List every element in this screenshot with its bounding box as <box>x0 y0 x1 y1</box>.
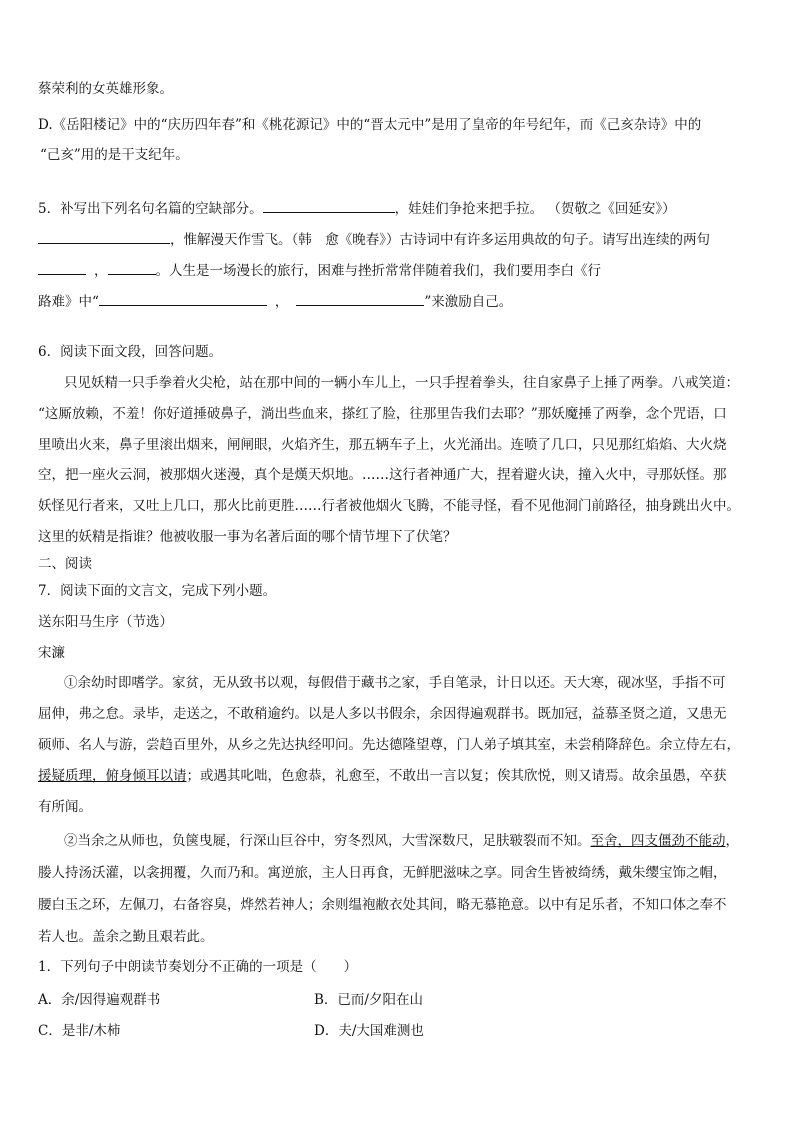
underlined-sentence: 援疑质理，俯身倾耳以请 <box>38 768 187 784</box>
text-segment: 。人生是一场漫长的旅行，困难与挫折常常伴随着我们，我们要用李白《行 <box>155 263 601 279</box>
answer-blank[interactable] <box>108 260 156 275</box>
passage-line: 妖怪见行者来，又吐上几口，那火比前更胜……行者被他烟火飞腾，不能寻怪，看不见他洞门前路径，抽身跳出火中。 <box>38 498 740 514</box>
question-6-prompt: 6．阅读下面文段，回答问题。 <box>38 344 223 360</box>
text-segment: ， <box>94 263 108 279</box>
answer-blank[interactable] <box>38 260 86 275</box>
passage-line: “这厮放赖，不羞！你好道捶破鼻子，淌出些血来，搽红了脸，往那里告我们去耶？”那妖魔捶了两拳，念个咒语，口 <box>38 406 727 422</box>
passage-line <box>64 832 739 850</box>
passage-line: ①余幼时即嗜学。家贫，无从致书以观，每假借于藏书之家，手自笔录，计日以还。天大寒，砚冰坚，手指不可 <box>64 675 726 691</box>
passage-line: 屈伸，弗之怠。录毕，走送之，不敢稍逾约。以是人多以书假余，余因得遍观群书。既加冠，益慕圣贤之道，又患无 <box>38 706 727 722</box>
passage-author: 宋濂 <box>38 645 65 661</box>
question-5-line-3 <box>38 260 601 280</box>
text-segment: ，娃娃们争抢来把手拉。 （贺敬之《回延安》） <box>394 201 676 217</box>
question-5-line-1 <box>38 198 676 218</box>
question-5-prompt: 5．补写出下列名句名篇的空缺部分。 <box>38 201 263 217</box>
answer-blank[interactable] <box>38 229 170 244</box>
text-line: “己亥”用的是干支纪年。 <box>40 147 189 163</box>
passage-line: 媵人持汤沃灌，以衾拥覆，久而乃和。寓逆旅，主人日再食，无鲜肥滋味之享。同舍生皆被绮绣，戴朱缨宝饰之帽， <box>38 865 727 881</box>
question-5-line-2 <box>38 229 710 249</box>
subquestion-1: 1．下列句子中朗读节奏划分不正确的一项是（ ） <box>38 959 358 975</box>
passage-title: 送东阳马生序（节选） <box>38 614 173 630</box>
passage-line <box>38 767 727 785</box>
passage-line: 若人也。盖余之勤且艰若此。 <box>38 929 214 945</box>
passage-line: 里喷出火来，鼻子里滚出烟来，闸闸眼，火焰齐生，那五辆车子上，火光涌出。连喷了几口，只见那红焰焰、大火烧 <box>38 437 727 453</box>
answer-blank[interactable] <box>296 291 424 306</box>
text-segment: ， <box>725 833 739 849</box>
passage-line: 硕师、名人与游，尝趋百里外，从乡之先达执经叩问。先达德隆望尊，门人弟子填其室，未尝稍降辞色。余立侍左右， <box>38 737 740 753</box>
text-segment: 路难》中“ <box>38 294 99 310</box>
passage-line: 有所闻。 <box>38 799 92 815</box>
answer-blank[interactable] <box>99 291 267 306</box>
option-c[interactable]: C．是非/木柿 <box>38 1023 121 1039</box>
text-segment: ；或遇其叱咄，色愈恭，礼愈至，不敢出一言以复；俟其欣悦，则又请焉。故余虽愚，卒获 <box>186 768 727 784</box>
passage-line: 腰白玉之环，左佩刀，右备容臭，烨然若神人；余则缊袍敝衣处其间，略无慕艳意。以中有足乐者，不知口体之奉不 <box>38 897 727 913</box>
option-a[interactable]: A．余/因得遍观群书 <box>38 992 161 1008</box>
option-d-line: D.《岳阳楼记》中的“庆历四年春”和《桃花源记》中的“晋太元中”是用了皇帝的年号纪年，而《己亥杂诗》中的 <box>38 117 702 133</box>
question-6-question: 这里的妖精是指谁？他被收服一事为名著后面的哪个情节埋下了伏笔？ <box>38 529 457 545</box>
passage-line: 空，把一座火云洞，被那烟火迷漫，真个是熯天炽地。……这行者神通广大，捏着避火诀，撞入火中，寻那妖怪。那 <box>38 467 727 483</box>
text-segment: ， <box>274 294 289 310</box>
passage-line: 只见妖精一只手拳着火尖枪，站在那中间的一辆小车儿上，一只手捏着拳头，往自家鼻子上捶了两拳。八戒笑道： <box>64 375 739 391</box>
answer-blank[interactable] <box>263 198 395 213</box>
text-line: 蔡荣利的女英雄形象。 <box>38 81 173 97</box>
text-segment: ②当余之从师也，负箧曳屣，行深山巨谷中，穷冬烈风，大雪深数尺，足肤皲裂而不知。 <box>64 833 591 849</box>
question-7-prompt: 7．阅读下面的文言文，完成下列小题。 <box>38 583 277 599</box>
text-segment: ”来激励自己。 <box>424 294 513 310</box>
question-5-line-4 <box>38 291 512 311</box>
text-segment: ，惟解漫天作雪飞。（韩 愈《晚春》）古诗词中有许多运用典故的句子。请写出连续的两句 <box>170 232 710 248</box>
section-heading: 二、阅读 <box>38 556 92 572</box>
option-b[interactable]: B．已而/夕阳在山 <box>314 992 423 1008</box>
underlined-sentence: 至舍，四支僵劲不能动 <box>590 833 726 849</box>
option-d[interactable]: D．夫/大国难测也 <box>314 1023 424 1039</box>
